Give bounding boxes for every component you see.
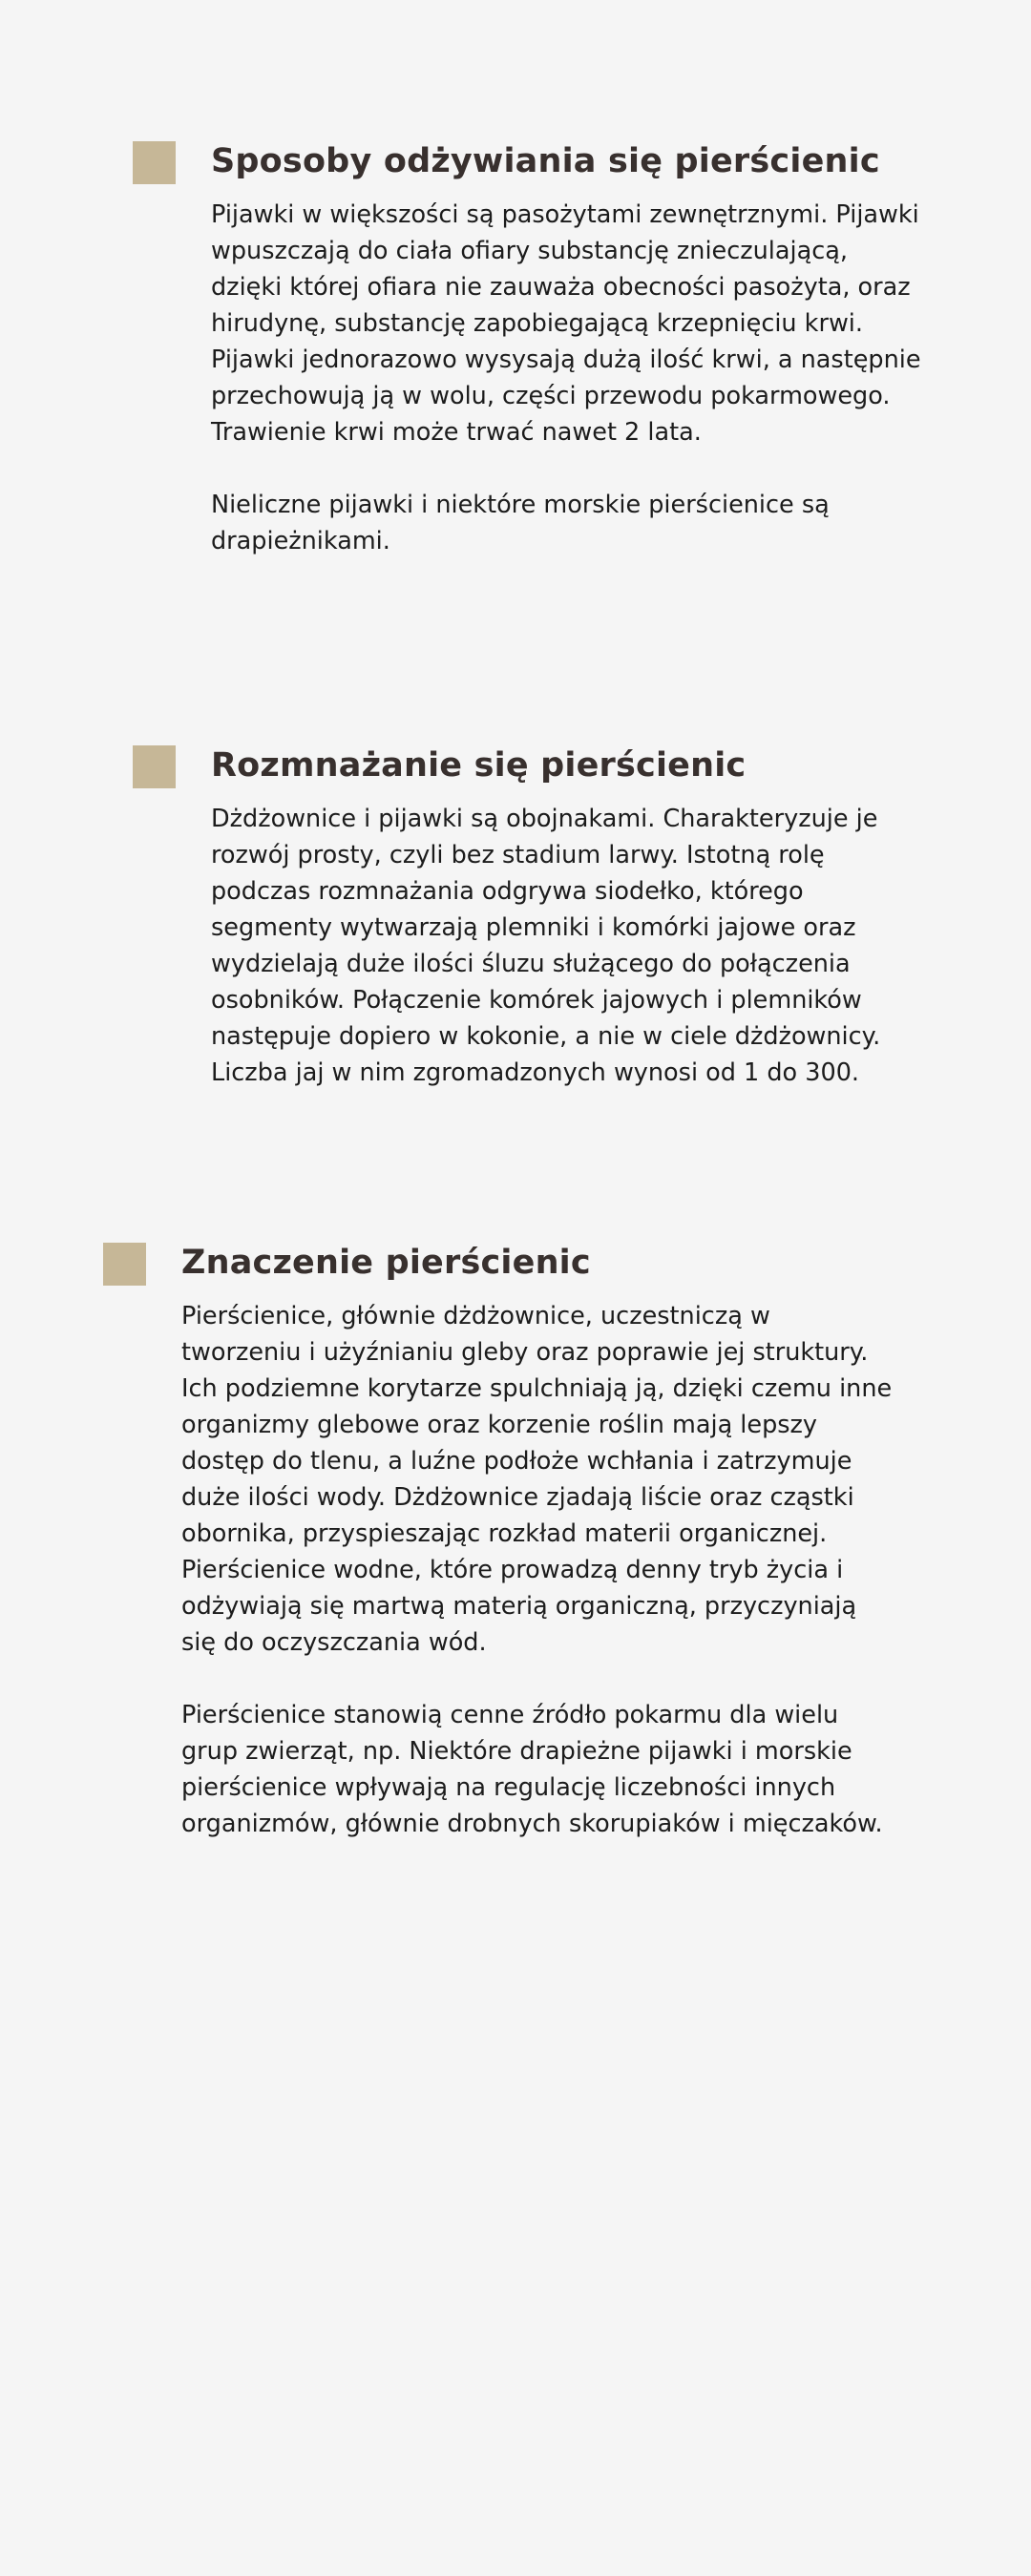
section-heading: Rozmnażanie się pierścienic (211, 746, 747, 785)
section-marker-square (103, 1243, 146, 1286)
section-heading: Znaczenie pierścienic (181, 1244, 591, 1282)
section-paragraph: Nieliczne pijawki i niektóre morskie pierścienice są drapieżnikami. (211, 491, 830, 555)
paragraph-spacer (181, 1661, 893, 1697)
section-paragraph: Pierścienice stanowią cenne źródło pokarmu dla wielu grup zwierząt, np. Niektóre drapieżne pijawki i morskie pierścienice wpływają na regulację liczebności innych organizmów, głównie drobnych skorupiaków i mięczaków. (181, 1701, 883, 1838)
section-paragraph: Pijawki w większości są pasożytami zewnętrznymi. Pijawki wpuszczają do ciała ofiary substancję znieczulającą, dzięki której ofiara nie zauważa obecności pasożyta, oraz hirudynę, substancję zapobiegającą krzepnięciu krwi. Pijawki jednorazowo wysysają dużą ilość krwi, a następnie przechowują ją w wolu, części przewodu pokarmowego. Trawienie krwi może trwać nawet 2 lata. (211, 200, 921, 447)
section-content (211, 743, 922, 1091)
paragraph-spacer (211, 450, 922, 487)
section-content (181, 1240, 893, 1842)
section-paragraph: Dżdżownice i pijawki są obojnakami. Charakteryzuje je rozwój prosty, czyli bez stadium larwy. Istotną rolę podczas rozmnażania odgrywa siodełko, którego segmenty wytwarzają plemniki i komórki jajowe oraz wydzielają duże ilości śluzu służącego do połączenia osobników. Połączenie komórek jajowych i plemników następuje dopiero w kokonie, a nie w ciele dżdżownicy. Liczba jaj w nim zgromadzonych wynosi od 1 do 300. (211, 805, 881, 1087)
section-marker-square (133, 141, 176, 184)
section-paragraph: Pierścienice, głównie dżdżownice, uczestniczą w tworzeniu i użyźnianiu gleby oraz poprawie jej struktury. Ich podziemne korytarze spulchniają ją, dzięki czemu inne organizmy glebowe oraz korzenie roślin mają lepszy dostęp do tlenu, a luźne podłoże wchłania i zatrzymuje duże ilości wody. Dżdżownice zjadają liście oraz cząstki obornika, przyspieszając rozkład materii organicznej. Pierścienice wodne, które prowadzą denny tryb życia i odżywiają się martwą materią organiczną, przyczyniają się do oczyszczania wód. (181, 1302, 893, 1657)
section-content (211, 138, 922, 559)
section-heading: Sposoby odżywiania się pierścienic (211, 142, 880, 180)
section-marker-square (133, 745, 176, 788)
